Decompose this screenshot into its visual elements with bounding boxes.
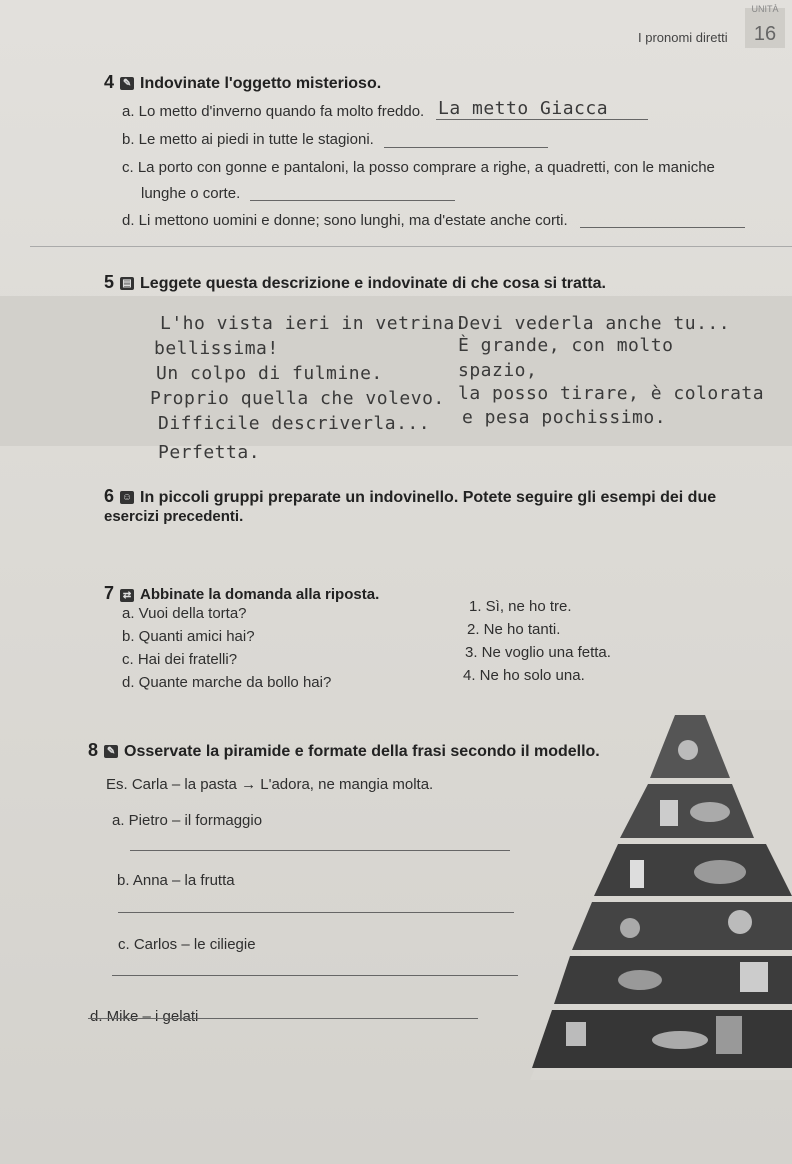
pyramid-tier-fruit xyxy=(572,902,792,950)
divider xyxy=(30,246,792,247)
ex5-left-line-4: Proprio quella che volevo. xyxy=(150,388,445,409)
ex6-heading xyxy=(104,486,716,507)
ex5-left-line-3: Un colpo di fulmine. xyxy=(156,363,383,384)
chapter-label: I pronomi diretti xyxy=(638,30,728,45)
unit-badge xyxy=(745,4,785,48)
vegetable-icon xyxy=(618,970,662,990)
ex7-title: Abbinate la domanda alla riposta. xyxy=(140,586,380,603)
ex4-item-a-line xyxy=(436,119,648,120)
ex7-answer-1: 1. Sì, ne ho tre. xyxy=(469,598,572,615)
pyramid-tier-dairy xyxy=(620,784,754,838)
sweets-icon xyxy=(678,740,698,760)
ex5-title: Leggete questa descrizione e indovinate di che cosa si tratta. xyxy=(140,275,606,292)
bread-icon xyxy=(566,1022,586,1046)
ex5-left-line-5: Difficile descriverla... xyxy=(158,413,431,434)
ex4-item-b: b. Le metto ai piedi in tutte le stagioni. xyxy=(122,131,374,148)
group-icon: ☺ xyxy=(121,492,133,504)
ex6-title: In piccoli gruppi preparate un indovinello. Potete seguire gli esempi dei due xyxy=(140,489,717,506)
cereal-icon xyxy=(716,1016,742,1054)
cheese-icon xyxy=(690,802,730,822)
ex5-left-line-2: bellissima! xyxy=(154,338,279,359)
ex6-title-cont: esercizi precedenti. xyxy=(104,508,244,525)
pencil-icon: ✎ xyxy=(120,77,134,90)
pyramid-tier-protein xyxy=(594,844,792,896)
ex4-item-c-line[interactable] xyxy=(250,200,455,201)
grapes-icon xyxy=(728,910,752,934)
ex4-item-c: c. La porto con gonne e pantaloni, la posso comprare a righe, a quadretti, con le maniche xyxy=(122,159,715,176)
meat-icon xyxy=(694,860,746,884)
ex8-number: 8 xyxy=(88,740,99,760)
pair-icon: ⇄ xyxy=(120,589,134,602)
ex8-title: Osservate la piramide e formate della frasi secondo il modello. xyxy=(124,743,600,760)
milk-icon xyxy=(660,800,678,826)
ex7-question-d: d. Quante marche da bollo hai? xyxy=(122,674,332,691)
pasta-icon xyxy=(652,1031,708,1049)
ex7-number: 7 xyxy=(104,583,115,603)
ex8-item-d-line[interactable] xyxy=(88,1018,478,1019)
bottle-icon xyxy=(630,860,644,888)
food-pyramid-illustration xyxy=(520,700,792,1080)
ex5-right-line-5: e pesa pochissimo. xyxy=(462,407,667,428)
unit-label: UNITÀ xyxy=(751,4,779,14)
ex7-heading xyxy=(104,583,379,604)
ex7-question-c: c. Hai dei fratelli? xyxy=(122,651,238,668)
ex5-number: 5 xyxy=(104,272,115,292)
ex8-item-c: c. Carlos – le ciliegie xyxy=(118,936,256,953)
book-icon: ▤ xyxy=(120,277,134,290)
ex7-answer-4: 4. Ne ho solo una. xyxy=(463,667,585,684)
fruit-icon xyxy=(620,918,640,938)
ex6-number: 6 xyxy=(104,486,115,506)
ex8-item-b-line[interactable] xyxy=(118,912,514,913)
ex5-right-line-3: spazio, xyxy=(458,360,538,381)
ex7-question-a: a. Vuoi della torta? xyxy=(122,605,247,622)
ex4-title: Indovinate l'oggetto misterioso. xyxy=(140,75,382,92)
ex8-item-d: d. Mike – i gelati xyxy=(90,1008,199,1025)
ex8-example: Es. Carla – la pasta → L'adora, ne mangia molta. xyxy=(106,776,434,793)
ex4-item-a: a. Lo metto d'inverno quando fa molto freddo. xyxy=(122,103,425,120)
ex8-item-a-line[interactable] xyxy=(130,850,510,851)
ex5-right-line-1: Devi vederla anche tu... xyxy=(458,313,731,334)
ex5-right-line-4: la posso tirare, è colorata xyxy=(458,383,765,404)
ex5-left-line-6: Perfetta. xyxy=(158,442,261,463)
ex5-left-line-1: L'ho vista ieri in vetrina: xyxy=(160,313,467,334)
pencil-icon: ✎ xyxy=(104,745,118,758)
ex4-item-d-line[interactable] xyxy=(580,227,745,228)
ex8-item-a: a. Pietro – il formaggio xyxy=(112,812,263,829)
ex7-question-b: b. Quanti amici hai? xyxy=(122,628,255,645)
unit-number: 16 xyxy=(753,23,777,45)
ex4-heading xyxy=(104,72,381,93)
ex7-answer-2: 2. Ne ho tanti. xyxy=(467,621,561,638)
ex4-item-a-answer[interactable]: La metto Giacca xyxy=(438,98,609,119)
ex4-item-c-cont: lunghe o corte. xyxy=(141,185,241,202)
ex5-right-line-2: È grande, con molto xyxy=(458,335,674,356)
ex4-item-b-line[interactable] xyxy=(384,147,548,148)
ex4-number: 4 xyxy=(104,72,115,92)
jar-icon xyxy=(740,962,768,992)
ex8-item-c-line[interactable] xyxy=(112,975,518,976)
ex7-answer-3: 3. Ne voglio una fetta. xyxy=(465,644,611,661)
ex4-item-d: d. Li mettono uomini e donne; sono lunghi, ma d'estate anche corti. xyxy=(122,212,568,229)
ex8-item-b: b. Anna – la frutta xyxy=(117,872,235,889)
ex5-heading xyxy=(104,272,606,293)
